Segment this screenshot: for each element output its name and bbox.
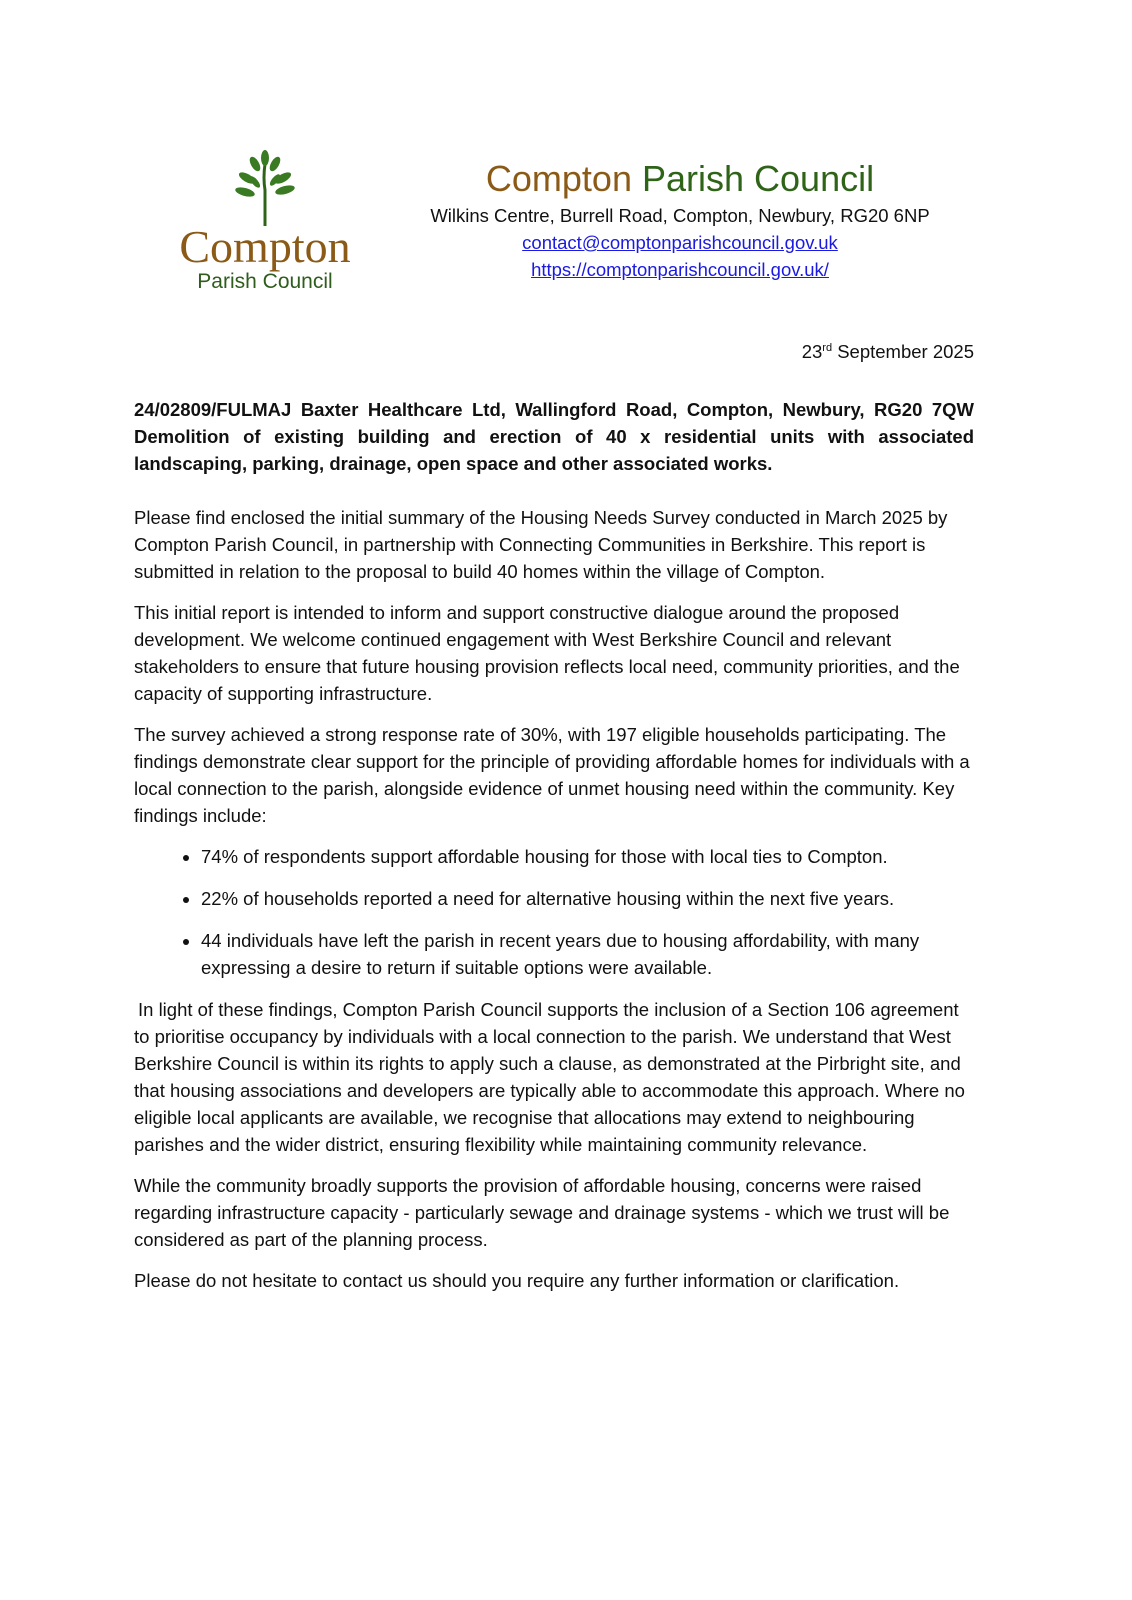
email-link[interactable]: contact@comptonparishcouncil.gov.uk: [522, 232, 838, 253]
paragraph: In light of these findings, Compton Parish Council supports the inclusion of a Section 106 agreement to prioritise occupancy by individuals with a local connection to the parish. We understand that West Berkshire Council is within its rights to apply such a clause, as demonstrated at the Pirbright site, and that housing associations and developers are typically able to accommodate this approach. Where no eligible local applicants are available, we recognise that allocations may extend to neighbouring parishes and the wider district, ensuring flexibility while maintaining community relevance.: [134, 999, 965, 1155]
logo-subtitle: Parish Council: [197, 270, 333, 293]
date-suffix: rd: [822, 341, 833, 354]
letter-body: [134, 396, 974, 1308]
title-part-2: Parish Council: [641, 158, 875, 199]
tree-icon: [225, 150, 305, 226]
paragraph: Please do not hesitate to contact us should you require any further information or clarification.: [134, 1270, 900, 1291]
address: Wilkins Centre, Burrell Road, Compton, Newbury, RG20 6NP: [430, 205, 930, 226]
list-item: • 44 individuals have left the parish in recent years due to housing affordability, with many expressing a desire to return if suitable options were available.: [201, 927, 974, 981]
paragraph: Please find enclosed the initial summary of the Housing Needs Survey conducted in March 2025 by Compton Parish Council, in partnership with Connecting Communities in Berkshire. This report is submitted in relation to the proposal to build 40 homes within the village of Compton.: [134, 507, 948, 582]
council-title: [400, 156, 960, 202]
key-findings-list: [134, 843, 974, 981]
date-day: 23: [801, 341, 823, 362]
paragraph: This initial report is intended to inform and support constructive dialogue around the proposed development. We welcome continued engagement with West Berkshire Council and relevant stakeholders to ensure that future housing provision reflects local need, community priorities, and the capacity of supporting infrastructure.: [134, 602, 960, 704]
council-logo: [150, 150, 380, 300]
list-item: • 22% of households reported a need for alternative housing within the next five years.: [201, 885, 974, 912]
paragraph: The survey achieved a strong response rate of 30%, with 197 eligible households participating. The findings demonstrate clear support for the principle of providing affordable homes for individuals with a local connection to the parish, alongside evidence of unmet housing need within the community. Key findings include:: [134, 724, 970, 826]
list-item: • 74% of respondents support affordable housing for those with local ties to Compton.: [201, 843, 974, 870]
title-part-1: Compton: [485, 158, 632, 199]
website-link[interactable]: https://comptonparishcouncil.gov.uk/: [531, 259, 829, 280]
paragraph: While the community broadly supports the provision of affordable housing, concerns were raised regarding infrastructure capacity - particularly sewage and drainage systems - which we trust will be considered as part of the planning process.: [134, 1175, 950, 1250]
date-month-year: September 2025: [837, 341, 974, 362]
logo-wordmark: Compton: [179, 221, 351, 272]
letterhead: [400, 156, 960, 283]
subject-heading: 24/02809/FULMAJ Baxter Healthcare Ltd, Wallingford Road, Compton, Newbury, RG20 7QW Demolition of existing building and erection of 40 x residential units with associated landscaping, parking, drainage, open space and other associated works.: [134, 399, 974, 474]
letter-date: [802, 341, 974, 363]
